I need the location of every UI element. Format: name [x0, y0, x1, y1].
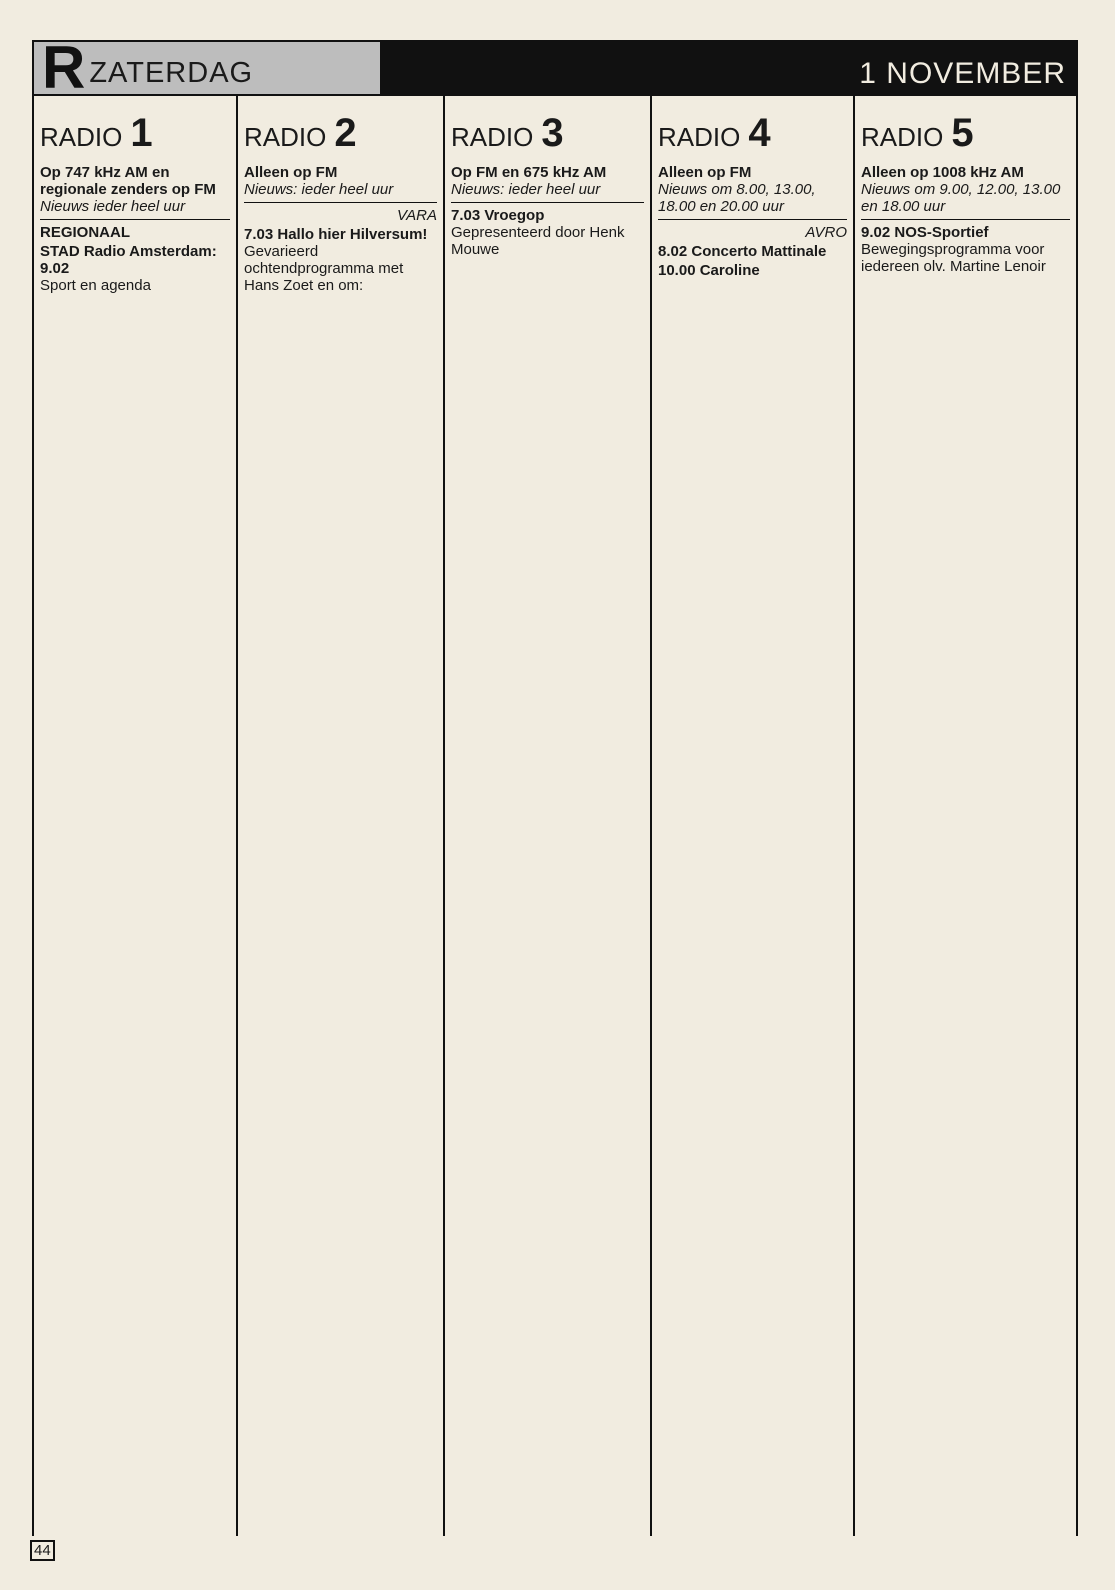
- program-description: Gepresenteerd door Henk Mouwe: [451, 224, 625, 258]
- header-bar: [32, 34, 1078, 101]
- station-title: [244, 111, 437, 155]
- broadcaster-tag: AVRO: [805, 224, 847, 241]
- station-name: RADIO: [451, 122, 534, 152]
- station-number: 1: [130, 111, 153, 155]
- program-title: 8.02 Concerto Mattinale: [658, 243, 827, 260]
- divider: [244, 202, 437, 203]
- station-name: RADIO: [244, 122, 327, 152]
- program-title: STAD Radio Amsterdam: 9.02: [40, 243, 217, 277]
- program-description: Bewegingsprogramma voor iedereen olv. Martine Lenoir: [861, 241, 1046, 275]
- header-left: [32, 34, 380, 101]
- program-entry: [658, 262, 847, 279]
- program-entry: [658, 243, 847, 260]
- station-title: [451, 111, 644, 155]
- broadcaster-tag: VARA: [396, 207, 437, 224]
- program-title: 10.00 Caroline: [658, 262, 760, 279]
- station-column: [445, 96, 650, 1536]
- program-title: 7.03 Vroegop: [451, 207, 545, 224]
- news-note: Nieuws: ieder heel uur: [244, 181, 394, 198]
- program-entry: [451, 207, 644, 258]
- header-right: [380, 40, 1078, 96]
- frequency-info: Alleen op FM: [658, 164, 752, 181]
- program-title: 7.03 Hallo hier Hilversum!: [244, 226, 428, 243]
- program-entry: [244, 226, 437, 294]
- station-name: RADIO: [40, 122, 123, 152]
- page-number: 44: [30, 1540, 55, 1561]
- news-note: Nieuws om 8.00, 13.00, 18.00 en 20.00 uur: [658, 181, 816, 215]
- station-title: [40, 111, 230, 155]
- frequency-info: Alleen op 1008 kHz AM: [861, 164, 1024, 181]
- station-number: 2: [334, 111, 357, 155]
- frequency-info: Alleen op FM: [244, 164, 338, 181]
- date-label: 1 NOVEMBER: [859, 57, 1066, 90]
- station-title: [658, 111, 847, 155]
- news-note: Nieuws om 9.00, 12.00, 13.00 en 18.00 uur: [861, 181, 1061, 215]
- program-entry: [40, 243, 230, 294]
- divider: [861, 219, 1070, 220]
- divider: [451, 202, 644, 203]
- section-letter: R: [42, 34, 86, 101]
- program-description: Sport en agenda: [40, 277, 151, 294]
- station-number: 3: [541, 111, 564, 155]
- news-note: Nieuws ieder heel uur: [40, 198, 186, 215]
- frequency-info: Op 747 kHz AM en regionale zenders op FM: [40, 164, 216, 198]
- divider: [658, 219, 847, 220]
- station-column: [238, 96, 443, 1536]
- station-column: [855, 96, 1076, 1536]
- station-title: [861, 111, 1070, 155]
- station-name: RADIO: [658, 122, 741, 152]
- program-entry: [40, 224, 230, 241]
- program-title: 9.02 NOS-Sportief: [861, 224, 989, 241]
- day-label: ZATERDAG: [89, 57, 254, 89]
- program-entry: [861, 224, 1070, 275]
- frequency-info: Op FM en 675 kHz AM: [451, 164, 607, 181]
- divider: [40, 219, 230, 220]
- station-column: [652, 96, 853, 1536]
- station-number: 5: [951, 111, 974, 155]
- news-note: Nieuws: ieder heel uur: [451, 181, 601, 198]
- station-column: [34, 96, 236, 1536]
- program-title: REGIONAAL: [40, 224, 130, 241]
- station-number: 4: [748, 111, 771, 155]
- station-name: RADIO: [861, 122, 944, 152]
- program-description: Gevarieerd ochtendprogramma met Hans Zoet en om:: [244, 243, 404, 294]
